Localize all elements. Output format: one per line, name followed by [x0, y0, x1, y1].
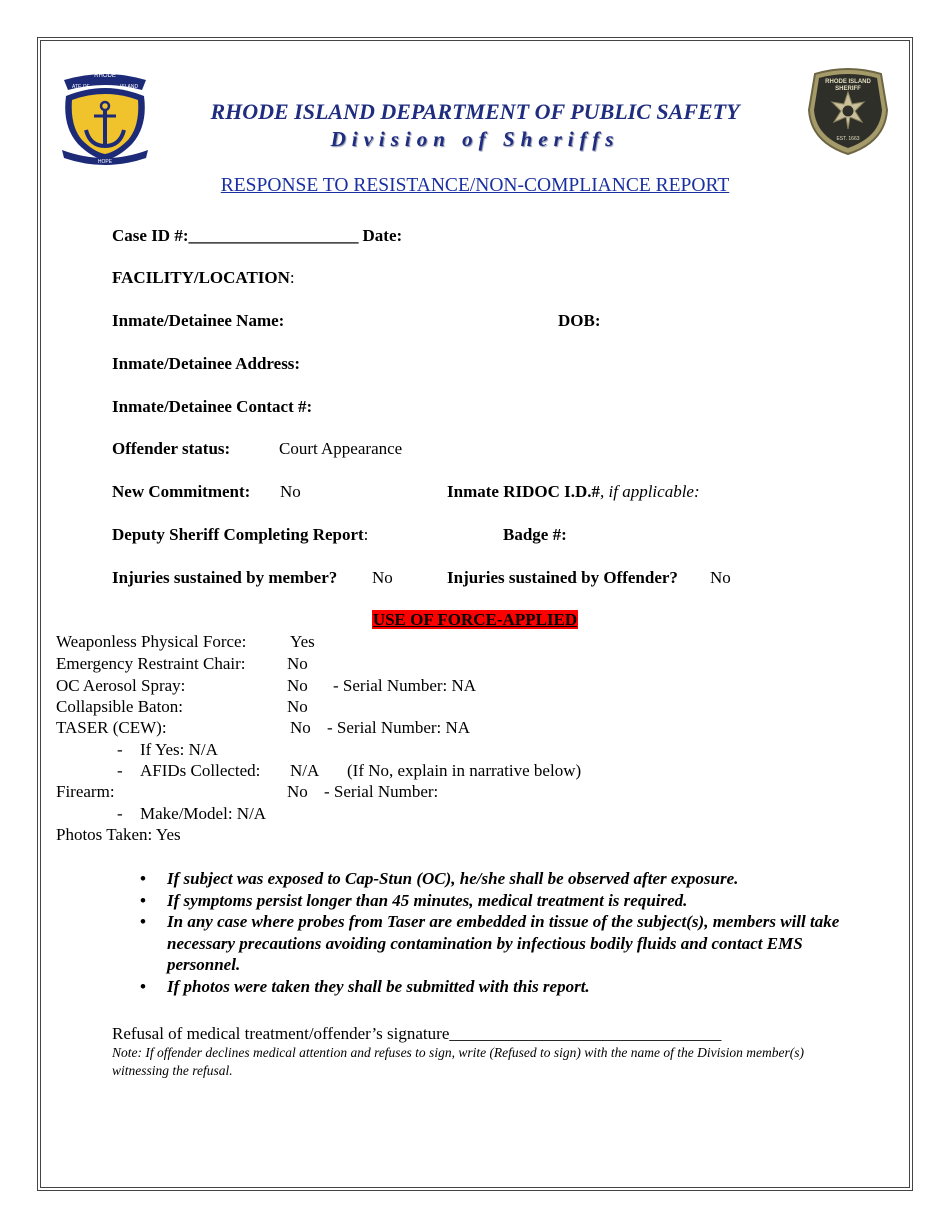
- if-yes-text: If Yes: N/A: [140, 740, 218, 759]
- firearm-value: No: [287, 782, 308, 801]
- ridoc-id-row: [447, 482, 700, 502]
- injuries-offender-label: Injuries sustained by Offender?: [447, 568, 678, 587]
- restraint-chair-label: Emergency Restraint Chair:: [56, 654, 246, 673]
- refusal-label: Refusal of medical treatment/offender’s signature: [112, 1024, 450, 1043]
- bullet-icon: •: [140, 976, 146, 996]
- firearm-serial: - Serial Number:: [324, 782, 439, 801]
- list-item: [140, 890, 860, 912]
- seal-bottom-text: HOPE: [97, 159, 113, 165]
- oc-spray-value: No: [287, 676, 308, 695]
- case-id-label: Case ID #:: [112, 226, 189, 245]
- case-id-blank[interactable]: ____________________: [188, 226, 359, 245]
- seal-top-text: RHODE: [94, 73, 116, 79]
- list-item: [140, 868, 860, 890]
- bullet-icon: •: [140, 869, 146, 888]
- afids-value: N/A: [290, 761, 320, 780]
- new-commitment-value: No: [280, 482, 301, 501]
- refusal-note: Note: If offender declines medical attention and refuses to sign, write (Refused to sign) with the name of the Division member(s) witnessing the refusal.: [112, 1045, 805, 1078]
- offender-status-label: Offender status:: [112, 439, 231, 458]
- seal-right-text: ISLAND: [120, 84, 139, 90]
- badge-top-text: RHODE ISLAND: [825, 79, 871, 85]
- weaponless-value: Yes: [290, 632, 315, 651]
- afids-note: (If No, explain in narrative below): [347, 761, 582, 780]
- make-model-dash: -: [117, 804, 123, 823]
- inmate-contact-label: Inmate/Detainee Contact #:: [112, 397, 313, 416]
- facility-colon: :: [289, 268, 295, 287]
- inmate-name-label: Inmate/Detainee Name:: [112, 311, 285, 330]
- deputy-label: Deputy Sheriff Completing Report: [112, 525, 364, 544]
- oc-spray-label: OC Aerosol Spray:: [56, 676, 186, 695]
- deputy-colon: :: [363, 525, 369, 544]
- list-item: [140, 911, 860, 976]
- badge-number-label: Badge #:: [503, 525, 567, 544]
- report-title: RESPONSE TO RESISTANCE/NON-COMPLIANCE REPORT: [220, 175, 730, 196]
- instruction-text: In any case where probes from Taser are embedded in tissue of the subject(s), members will take necessary precautions avoiding contamination by infectious bodily fluids and contact EMS personnel.: [167, 912, 840, 974]
- inmate-address-label: Inmate/Detainee Address:: [112, 354, 301, 373]
- facility-row: [112, 268, 295, 288]
- new-commitment-label: New Commitment:: [112, 482, 251, 501]
- weaponless-label: Weaponless Physical Force:: [56, 632, 247, 651]
- use-of-force-heading: USE OF FORCE-APPLIED: [372, 610, 578, 629]
- baton-label: Collapsible Baton:: [56, 697, 184, 716]
- date-label: Date:: [362, 226, 403, 245]
- afids-label: AFIDs Collected:: [140, 761, 261, 780]
- injuries-offender-value: No: [710, 568, 731, 587]
- case-id-row: [112, 226, 402, 246]
- ridoc-id-suffix: , if applicable:: [600, 482, 700, 501]
- afids-dash: -: [117, 761, 123, 780]
- instruction-text: If symptoms persist longer than 45 minutes, medical treatment is required.: [167, 890, 688, 910]
- taser-label: TASER (CEW):: [56, 718, 167, 737]
- taser-serial: - Serial Number: NA: [327, 718, 471, 737]
- if-yes-dash: -: [117, 740, 123, 759]
- refusal-row: [112, 1024, 721, 1044]
- badge-sub-text: SHERIFF: [835, 86, 861, 92]
- facility-label: FACILITY/LOCATION: [112, 268, 290, 287]
- baton-value: No: [287, 697, 308, 716]
- ridoc-id-label: Inmate RIDOC I.D.#: [447, 482, 600, 501]
- injuries-member-label: Injuries sustained by member?: [112, 568, 338, 587]
- oc-spray-serial: - Serial Number: NA: [333, 676, 477, 695]
- department-heading: RHODE ISLAND DEPARTMENT OF PUBLIC SAFETY: [210, 99, 740, 124]
- instruction-text: If subject was exposed to Cap-Stun (OC), he/she shall be observed after exposure.: [167, 869, 739, 888]
- photos-taken: Photos Taken: Yes: [56, 825, 181, 844]
- list-item: [140, 976, 860, 998]
- badge-est-text: EST. 1663: [836, 136, 860, 142]
- taser-value: No: [290, 718, 311, 737]
- dob-label: DOB:: [558, 311, 601, 330]
- bullet-icon: •: [140, 912, 146, 931]
- seal-left-text: ATE OF: [72, 84, 90, 90]
- firearm-label: Firearm:: [56, 782, 115, 801]
- instruction-text: If photos were taken they shall be submitted with this report.: [167, 976, 590, 996]
- division-heading: Division of Sheriffs: [330, 127, 620, 151]
- make-model-text: Make/Model: N/A: [140, 804, 267, 823]
- deputy-row: [112, 525, 368, 545]
- instructions-list: [140, 868, 860, 997]
- signature-line[interactable]: ________________________________: [449, 1024, 722, 1043]
- restraint-chair-value: No: [287, 654, 308, 673]
- bullet-icon: •: [140, 890, 146, 910]
- injuries-member-value: No: [372, 568, 393, 587]
- offender-status-value: Court Appearance: [279, 439, 403, 458]
- use-of-force-heading-wrap: [0, 610, 950, 630]
